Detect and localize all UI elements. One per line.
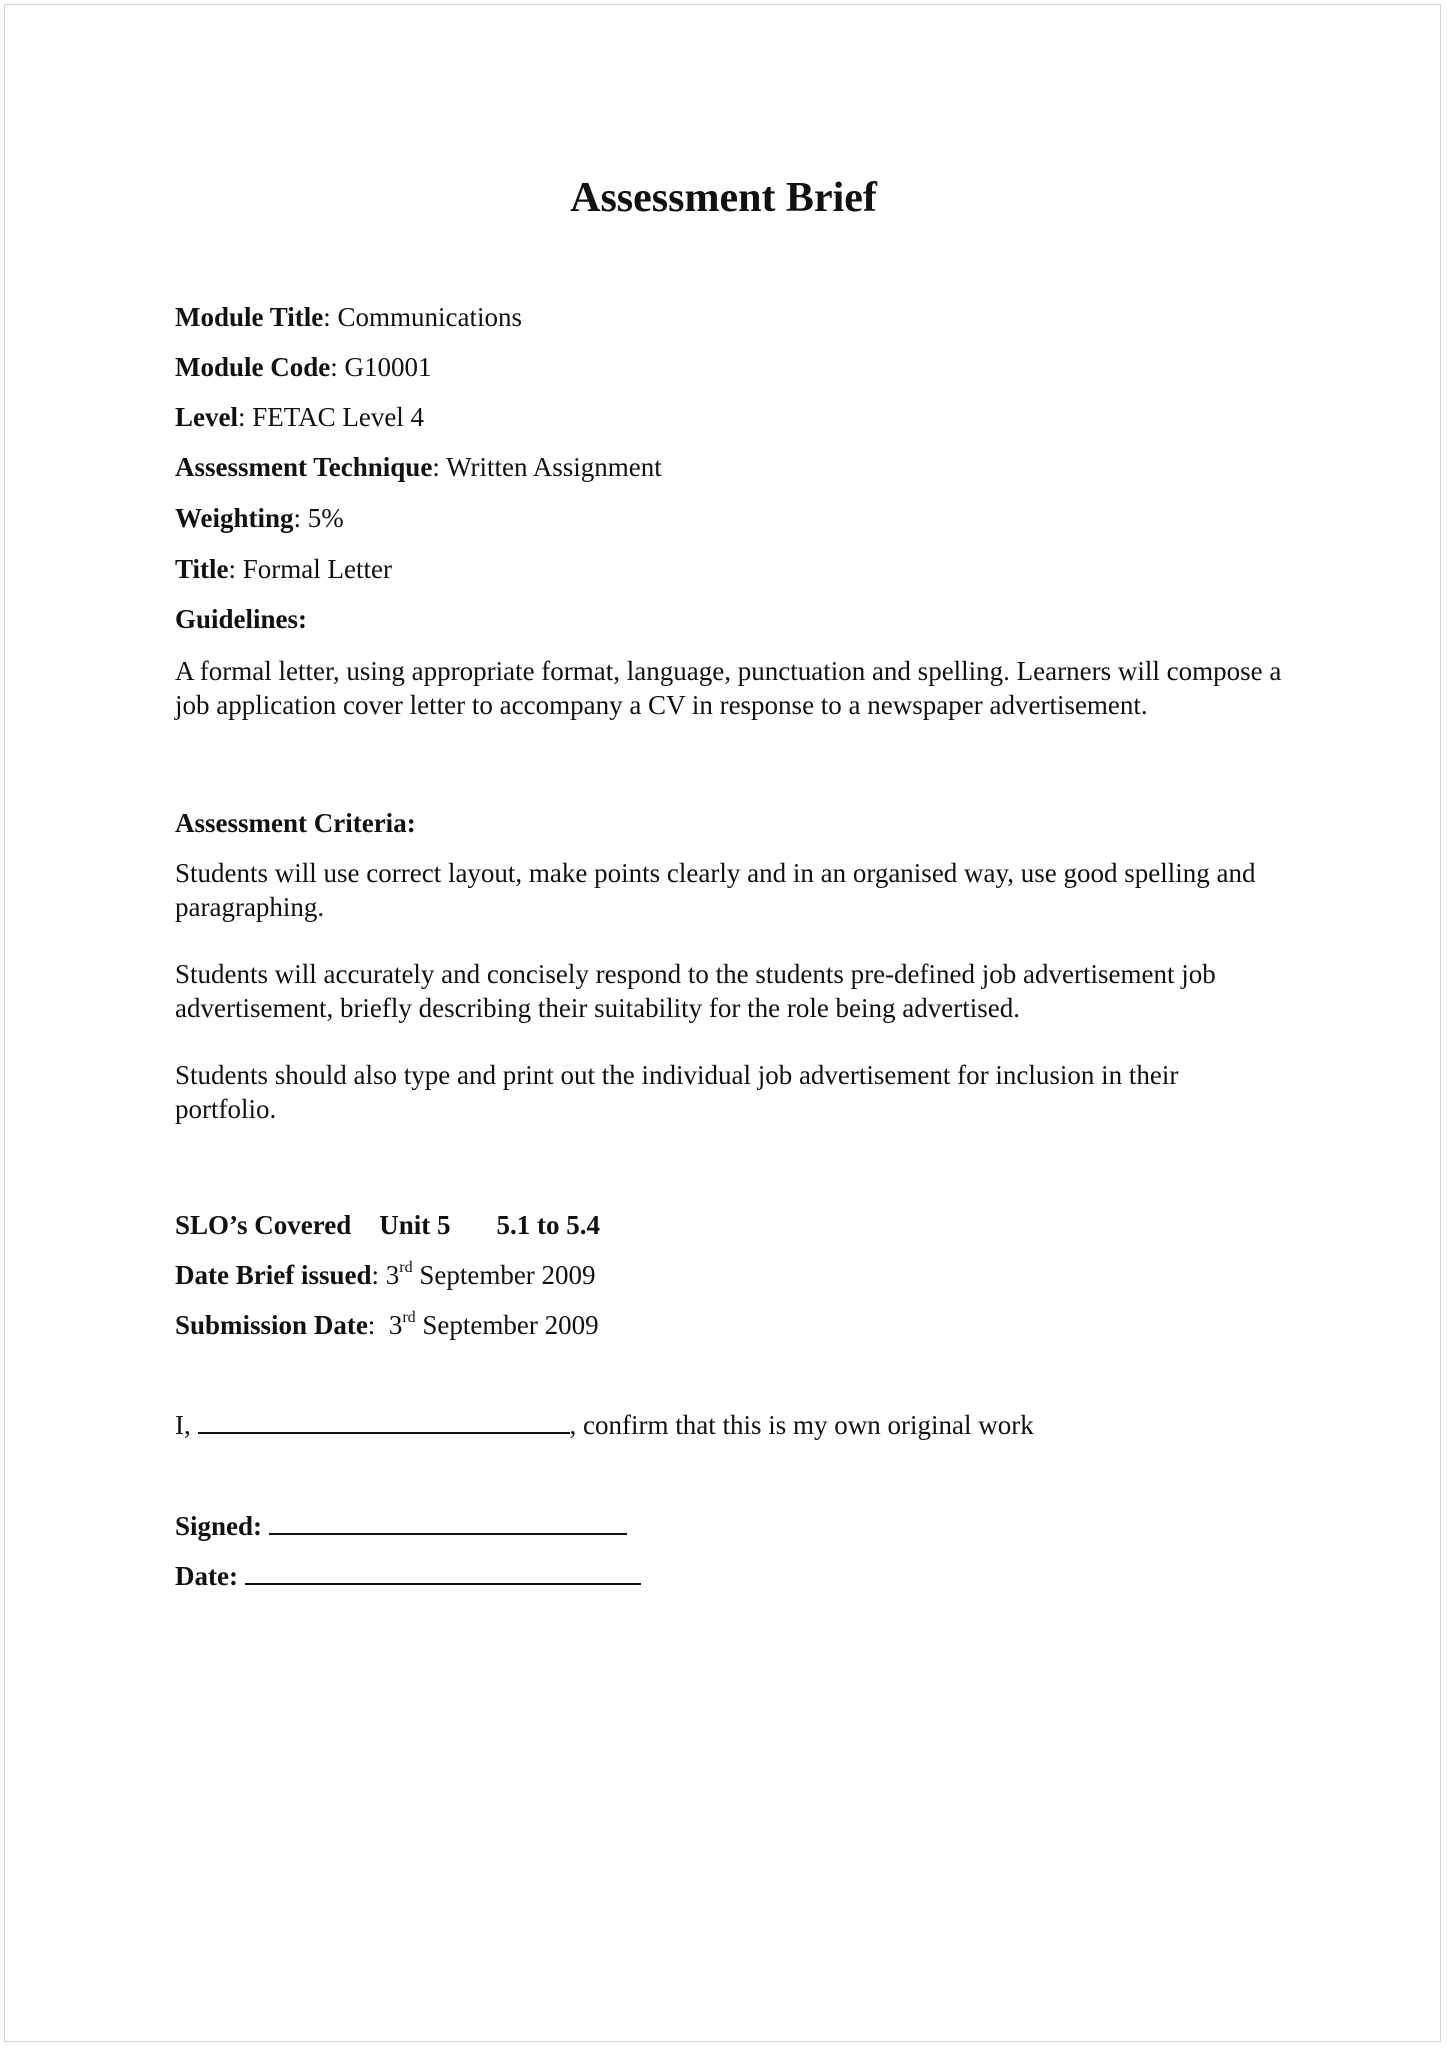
signature-blank-line[interactable] bbox=[269, 1509, 627, 1535]
field-value: Written Assignment bbox=[446, 452, 662, 482]
submission-date-label: Submission Date bbox=[175, 1310, 368, 1340]
field-label: Title bbox=[175, 554, 229, 584]
date-issued-day: 3 bbox=[385, 1260, 400, 1290]
field-label: Assessment Technique bbox=[175, 452, 433, 482]
slo-range: 5.1 to 5.4 bbox=[496, 1210, 601, 1240]
slo-covered-line bbox=[175, 1208, 600, 1242]
signed-line bbox=[175, 1509, 627, 1543]
field-colon: : bbox=[432, 452, 447, 482]
slo-label: SLO’s Covered bbox=[175, 1210, 352, 1240]
confirmation-line bbox=[175, 1408, 1034, 1442]
field-label: Module Title bbox=[175, 302, 324, 332]
guidelines-text: A formal letter, using appropriate format, language, punctuation and spelling. Learners will compose a job application cover letter to accompany a CV in response to a newspaper advertisement. bbox=[175, 656, 1282, 720]
slo-unit: Unit 5 bbox=[379, 1210, 451, 1240]
field-value: Communications bbox=[337, 302, 523, 332]
confirm-suffix: , confirm that this is my own original work bbox=[569, 1410, 1034, 1440]
date-brief-issued-line bbox=[175, 1258, 596, 1292]
field-module-code bbox=[175, 350, 432, 384]
criteria-paragraph-1: Students will use correct layout, make points clearly and in an organised way, use good spelling and paragraphing. bbox=[175, 858, 1256, 922]
field-label: Weighting bbox=[175, 503, 294, 533]
date-line bbox=[175, 1559, 641, 1593]
field-label: Level bbox=[175, 402, 238, 432]
guidelines-heading: Guidelines: bbox=[175, 604, 308, 634]
field-weighting bbox=[175, 501, 344, 535]
date-issued-suffix: rd bbox=[399, 1259, 413, 1276]
submission-date-line bbox=[175, 1308, 599, 1342]
document-title-text: Assessment Brief bbox=[570, 175, 877, 221]
date-label: Date: bbox=[175, 1561, 238, 1591]
field-colon: : bbox=[371, 1260, 386, 1290]
field-value: 5% bbox=[307, 503, 344, 533]
date-issued-rest: September 2009 bbox=[419, 1260, 596, 1290]
criteria-paragraph-2: Students will accurately and concisely respond to the students pre-defined job advertisement job advertisement, briefly describing their suitability for the role being advertised. bbox=[175, 959, 1216, 1023]
signed-label: Signed: bbox=[175, 1511, 263, 1541]
field-colon: : bbox=[367, 1310, 389, 1340]
field-colon: : bbox=[293, 503, 308, 533]
field-colon: : bbox=[330, 352, 345, 382]
confirm-prefix: I, bbox=[175, 1410, 191, 1440]
submission-date-rest: September 2009 bbox=[422, 1310, 599, 1340]
date-issued-label: Date Brief issued bbox=[175, 1260, 372, 1290]
field-colon: : bbox=[237, 402, 253, 432]
criteria-paragraph-3: Students should also type and print out the individual job advertisement for inclusion in their portfolio. bbox=[175, 1060, 1179, 1124]
field-module-title bbox=[175, 300, 522, 334]
criteria-heading: Assessment Criteria: bbox=[175, 808, 416, 838]
field-colon: : bbox=[228, 554, 243, 584]
field-value: G10001 bbox=[344, 352, 432, 382]
field-value: FETAC Level 4 bbox=[252, 402, 425, 432]
field-label: Module Code bbox=[175, 352, 331, 382]
date-blank-line[interactable] bbox=[245, 1559, 641, 1585]
field-title bbox=[175, 552, 392, 586]
field-colon: : bbox=[323, 302, 338, 332]
document-title bbox=[0, 174, 1447, 222]
submission-date-day: 3 bbox=[388, 1310, 403, 1340]
field-assessment-technique bbox=[175, 450, 662, 484]
submission-date-suffix: rd bbox=[402, 1309, 416, 1326]
field-level bbox=[175, 400, 424, 434]
field-value: Formal Letter bbox=[242, 554, 392, 584]
name-blank-line[interactable] bbox=[198, 1408, 570, 1434]
